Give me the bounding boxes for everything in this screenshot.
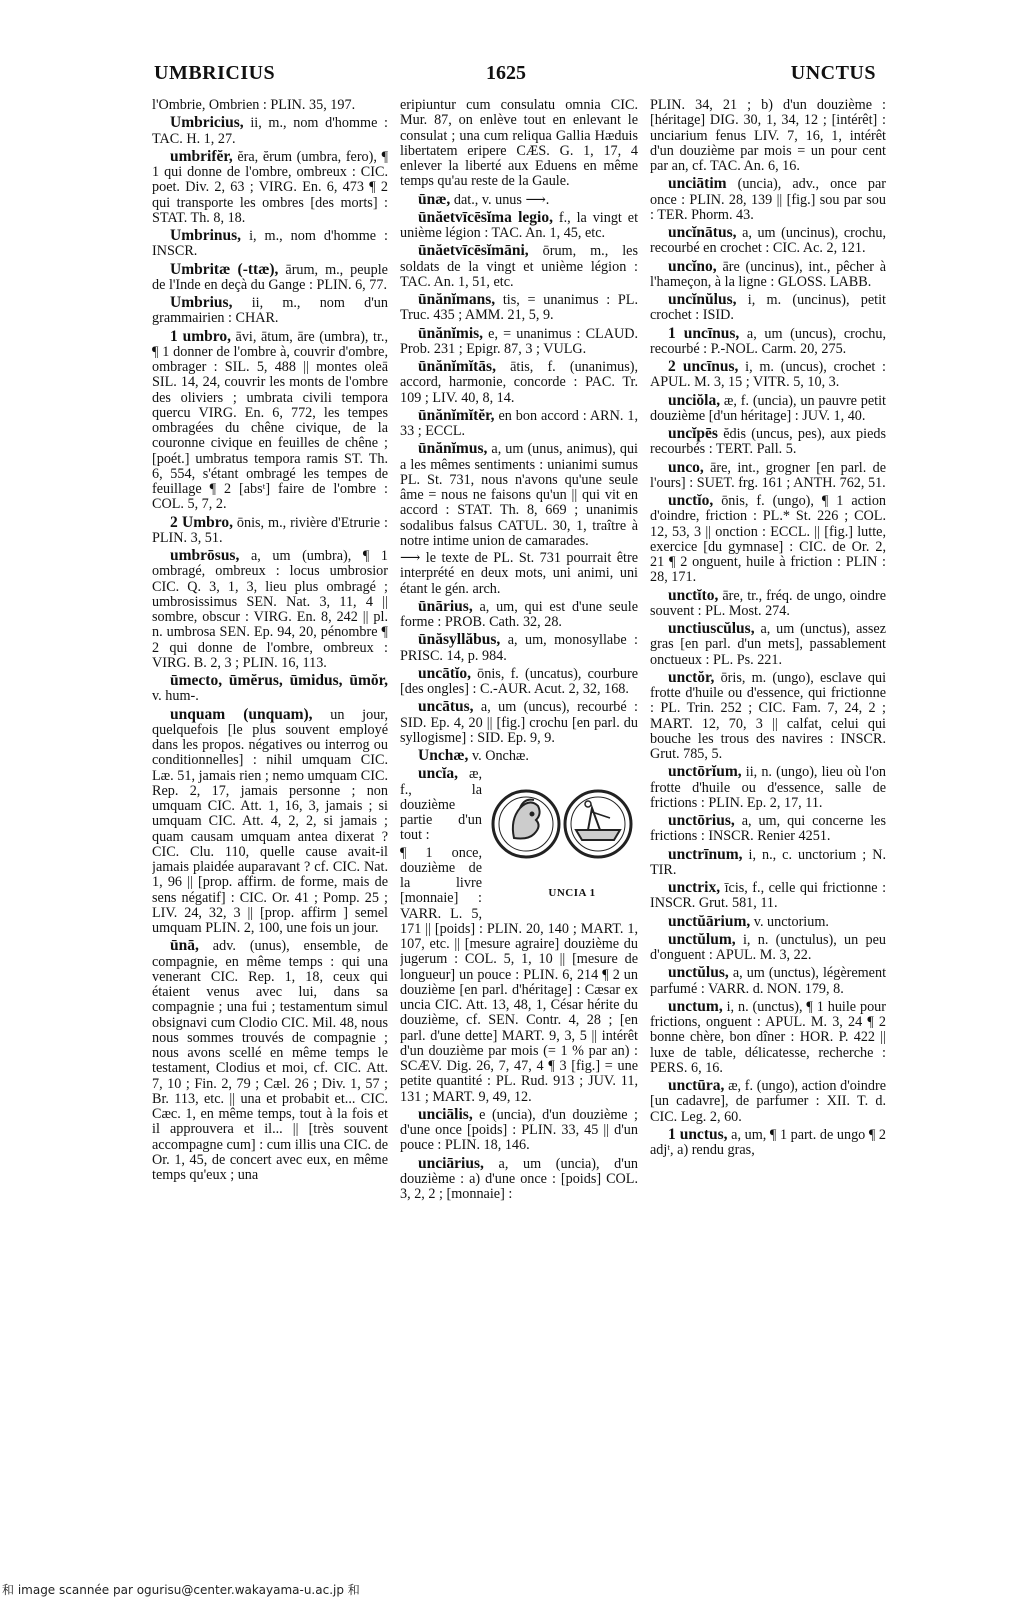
entry-headword: 1 uncīnus, (668, 324, 740, 342)
dictionary-entry (152, 673, 388, 705)
dictionary-entry (152, 115, 388, 147)
entry-headword: ūnănĭmus, (418, 440, 488, 458)
entry-headword: ūnăetvīcēsĭma legio, (418, 208, 553, 226)
entry-headword: unctŏr, (668, 668, 715, 686)
dictionary-entry (650, 965, 886, 997)
dictionary-entry (400, 326, 638, 358)
entry-definition: a, um, ¶ 1 part. de ungo ¶ 2 adjᵗ, a) rendu gras, (650, 1126, 886, 1158)
column-1 (152, 98, 388, 1568)
header-left-guideword: UMBRICIUS (154, 62, 276, 84)
dictionary-entry (400, 551, 638, 597)
entry-headword: uncĭnātus, (668, 224, 737, 241)
dictionary-entry (650, 176, 886, 223)
coin-image (488, 768, 638, 880)
entry-headword: uncĭpēs (668, 425, 718, 442)
entry-headword: uncĭa, (418, 765, 459, 783)
entry-headword: unctĭo, (668, 492, 714, 509)
entry-headword: ūnănĭmĭtās, (418, 358, 496, 375)
entry-definition: ĕdis (uncus, pes), aux pieds recourbés : TERT. Pall. 5. (650, 426, 886, 458)
dictionary-entry (400, 441, 638, 549)
entry-headword: uncĭnŭlus, (668, 291, 737, 308)
dictionary-entry (650, 426, 886, 458)
entry-headword: Umbrius, (170, 294, 233, 311)
dictionary-entry (152, 98, 388, 113)
entry-definition: a, um, qui concerne les frictions : INSCR. Renier 4251. (650, 813, 886, 845)
entry-definition: ōnis, m., rivière d'Etrurie : PLIN. 3, 51. (152, 514, 388, 546)
dictionary-entry (650, 326, 886, 358)
dictionary-entry (650, 588, 886, 620)
dictionary-entry (650, 225, 886, 257)
dictionary-entry (650, 460, 886, 492)
dictionary-entry (400, 1156, 638, 1203)
coin-reverse (565, 791, 631, 857)
entry-definition: v. Onchæ. (471, 748, 529, 764)
entry-headword: ūnăsyllăbus, (418, 631, 501, 649)
entry-headword: ūnănĭmans, (418, 291, 496, 308)
entry-definition: a, um (unus, animus), qui a les mêmes sentiments : unianimi sumus PL. St. 731, nous n'avons qu'une seule âme = nous ne faisons qu'un || qui vit en accord : STAT. Th. 8, 669 ; unanimis sodalibus falsus CATUL. 30, 1, traître à notre intime union de camarades. (400, 441, 638, 549)
entry-headword: unctrix, (668, 879, 721, 896)
dictionary-entry (400, 765, 638, 900)
entry-definition: ĕra, ĕrum (umbra, fero), ¶ 1 qui donne de l'ombre, ombreux : CIC. poet. Div. 2, 63 ; VIRG. En. 6, 473 ¶ 2 qui transporte les ombres [des morts] : STAT. Th. 8, 18. (152, 148, 388, 226)
entry-definition: ¶ 1 once, douzième de la livre [monnaie] : VARR. L. 5, 171 || [poids] : PLIN. 20, 140 ; MART. 1, 107, etc. || [mesure agraire] douzième du jugerum : COL. 5, 1, 10 || [mesure de longueur] un pouce : PLIN. 6, 214 ¶ 2 un douzième [en parl. d'héritage] : Cæsar ex uncia CIC. Att. 13, 48, 1, César hérite du douzième, cf. SEN. Contr. 4, 28 ; [en parl. d'une dette] MART. 9, 3, 5 || intérêt d'un douzième par mois (= 1 % par an) : SCÆV. Dig. 26, 7, 47, 4 ¶ 3 [fig.] = une petite quantité : PL. Rud. 913 ; JUV. 11, 131 ; MART. 9, 49, 12. (400, 844, 638, 1105)
entry-definition: i, m. (uncinus), petit crochet : ISID. (650, 292, 886, 324)
entry-definition: l'Ombrie, Ombrien : PLIN. 35, 197. (152, 98, 356, 113)
entry-headword: ūnā, (170, 937, 199, 955)
column-2 (400, 98, 638, 1568)
page-number: 1625 (486, 62, 526, 84)
entry-definition: e (uncia), d'un douzième ; d'une once [poids] : PLIN. 33, 45 || d'un pouce : PLIN. 18, 146. (400, 1106, 638, 1154)
entry-headword: 1 umbro, (170, 327, 231, 345)
entry-headword: unctŭārium, (668, 912, 751, 930)
dictionary-entry (152, 262, 388, 294)
entry-definition: i, n. (unctus), ¶ 1 huile pour frictions, onguent : APUL. M. 3, 24 ¶ 2 bonne chère, bon dîner : HOR. P. 422 || luxe de table, délicatesse, recherche : PERS. 6, 16. (650, 998, 886, 1076)
entry-definition: ii, n. (ungo), lieu où l'on frotte d'huile ou d'essence, salle de frictions : PLIN. Ep. 2, 17, 11. (650, 764, 886, 811)
dictionary-entry (400, 243, 638, 290)
coin-obverse (493, 791, 559, 857)
header-right-guideword: UNCTUS (790, 62, 876, 84)
entry-headword: ūmecto, ūmĕrus, ūmidus, ūmŏr, (170, 672, 388, 689)
entry-headword: unctūra, (668, 1077, 725, 1094)
entry-headword: ūnănĭmis, (418, 324, 484, 342)
entry-definition: ōnis, f. (ungo), ¶ 1 action d'oindre, friction : PL.* St. 226 ; COL. 12, 53, 3 || onction : ECCL. || [fig.] lutte, exercice [du gymnase] : CIC. de Or. 2, 21 ¶ 2 onguent, huile à friction : PLIN : 28, 171. (650, 493, 886, 586)
entry-headword: unctĭto, (668, 586, 719, 604)
dictionary-entry (400, 699, 638, 746)
entry-definition: dat., v. unus ⟶. (453, 191, 550, 208)
entry-definition: ii, m., nom d'homme : TAC. H. 1, 27. (152, 115, 388, 147)
dictionary-entry (152, 515, 388, 547)
dictionary-entry (650, 813, 886, 845)
dictionary-entry (152, 548, 388, 671)
entry-headword: unctōrĭum, (668, 763, 742, 781)
dictionary-entry (650, 999, 886, 1076)
entry-definition: īcis, f., celle qui frictionne : INSCR. Grut. 581, 11. (650, 880, 886, 912)
dictionary-entry (152, 295, 388, 327)
dictionary-entry (152, 938, 388, 1183)
dictionary-entry (152, 149, 388, 226)
entry-headword: Unchæ, (418, 747, 469, 764)
entry-definition: a, um (unctus), légèrement parfumé : VARR. d. NON. 179, 8. (650, 965, 886, 997)
entry-definition: (uncia), adv., once par once : PLIN. 28, 139 || [fig.] sou par sou : TER. Phorm. 43. (650, 176, 886, 223)
entry-headword: unctŭlus, (668, 964, 729, 982)
dictionary-entry (650, 932, 886, 964)
dictionary-entry (400, 632, 638, 664)
dictionary-entry (400, 359, 638, 406)
column-3 (650, 98, 886, 1568)
dictionary-entry (650, 670, 886, 763)
entry-definition: æ, f. (ungo), action d'oindre [un cadavre], de parfumer : XII. T. d. CIC. Leg. 2, 60. (650, 1078, 886, 1125)
entry-headword: unctŭlum, (668, 930, 736, 948)
entry-headword: 1 unctus, (668, 1125, 728, 1143)
coin-caption: UNCIA 1 (548, 887, 596, 900)
entry-headword: Umbritæ (-ttæ), (170, 260, 279, 278)
entry-definition: a, um (umbra), ¶ 1 ombragé, ombreux : locus umbrosior CIC. Q. 3, 1, 3, lieu plus ombragé ; umbrosissimus SEN. Nat. 3, 11, 4 || sombre, obscur : VIRG. En. 8, 242 || pl. n. umbrosa SEN. Ep. 94, 20, pénombre ¶ 2 qui donne de l'ombre, ombreux : VIRG. B. 2, 3 ; PLIN. 16, 113. (152, 548, 388, 671)
entry-headword: 2 Umbro, (170, 513, 233, 531)
entry-definition: ātis, f. (unanimus), accord, harmonie, concorde : PAC. Tr. 109 ; LIV. 40, 8, 14. (400, 359, 638, 406)
dictionary-entry (650, 98, 886, 174)
entry-headword: umbrōsus, (170, 547, 240, 564)
entry-definition: ōnis, f. (uncatus), courbure [des ongles] : C.-AUR. Acut. 2, 32, 168. (400, 665, 638, 697)
dictionary-entry (400, 666, 638, 698)
entry-definition: adv. (unus), ensemble, de compagnie, en même temps : qui una venerant CIC. Rep. 1, 18, ceux qui étaient venus avec lui, dans sa compagnie ; una fui ; testamentum simul obsignavi cum Clodio CIC. Mil. 48, nous nous sommes trouvés de compagnie ; nous avons scellé en même temps le testament, Clodius et moi, cf. CIC. Att. 7, 10 ; Fin. 2, 79 ; Cæl. 26 ; Div. 1, 57 ; Br. 113, etc. || una et probabit et... CIC. Cæc. 1, en même temps, tout à la fois et il approuvera et il... || [très souvent accompagne cum] : cum illis una CIC. de Or. 1, 45, de concert avec eux, en même temps qu'eux ; una (152, 938, 388, 1183)
entry-headword: ūnăetvīcēsĭmāni, (418, 242, 529, 260)
entry-definition: ōris, m. (ungo), esclave qui frotte d'huile ou d'essence, qui frictionne : PL. Trin. 252 ; CIC. Fam. 7, 24, 2 ; MART. 12, 70, 3 || calfat, celui qui bouche les trous des navires : INSCR. Grut. 785, 5. (650, 669, 886, 762)
dictionary-entry (650, 493, 886, 586)
entry-headword: unciālis, (418, 1105, 473, 1123)
entry-definition: i, n., c. unctorium ; N. TIR. (650, 846, 886, 878)
entry-definition: ii, m., nom d'un grammairien : CHAR. (152, 295, 388, 327)
dictionary-entry (650, 259, 886, 291)
entry-definition: eripiuntur cum consulatu omnia CIC. Mur. 87, on enlève tout en enlevant le consulat ; una cum reliqua Gallia Hæduis libertatem eripere CÆS. G. 1, 17, 4 enlever la liberté aux Eduens en même temps qu'au reste de la Gaule. (400, 98, 638, 190)
dictionary-entry (152, 228, 388, 260)
uncia-coin-figure (488, 768, 638, 906)
entry-definition: a, um (unctus), assez gras [en parl. d'un mets], passablement onctueux : PL. Ps. 221. (650, 621, 886, 668)
entry-headword: unco, (668, 458, 704, 476)
entry-headword: ūnæ, (418, 190, 451, 208)
entry-headword: ūnārius, (418, 597, 473, 615)
dictionary-entry (152, 329, 388, 513)
entry-headword: unciŏla, (668, 391, 721, 409)
dictionary-entry (400, 748, 638, 764)
entry-headword: ūnănĭmĭtĕr, (418, 406, 495, 424)
dictionary-entry (650, 914, 886, 930)
entry-definition: tis, = unanimus : PL. Truc. 435 ; AMM. 21, 5, 9. (400, 292, 638, 324)
entry-definition: i, m. (uncus), crochet : APUL. M. 3, 15 ; VITR. 5, 10, 3. (650, 359, 886, 391)
entry-headword: Umbricius, (170, 114, 244, 132)
entry-definition: v. hum-. (152, 688, 199, 705)
entry-headword: uncĭno, (668, 257, 717, 275)
entry-definition: āre, int., grogner [en parl. de l'ours] : SUET. frg. 161 ; ANTH. 762, 51. (650, 459, 886, 491)
entry-headword: 2 uncīnus, (668, 358, 739, 375)
entry-definition: i, m., nom d'homme : INSCR. (152, 228, 388, 260)
entry-definition: PLIN. 34, 21 ; b) d'un douzième : [héritage] DIG. 30, 1, 34, 12 ; [intérêt] : unciarium fenus LIV. 7, 16, 1, intérêt d'un douzième par mois = un pour cent par an, cf. TAC. An. 6, 16. (650, 98, 886, 174)
entry-definition: a, um (uncia), d'un douzième : a) d'une once : [poids] COL. 3, 2, 2 ; [monnaie] : (400, 1155, 638, 1202)
entry-definition: āre, tr., fréq. de ungo, oindre souvent : PL. Most. 274. (650, 587, 886, 619)
dictionary-entry (400, 210, 638, 242)
entry-definition: āvi, ātum, āre (umbra), tr., ¶ 1 donner de l'ombre à, couvrir d'ombre, ombrager : SIL. 5, 488 || montes oleā SIL. 14, 24, couvrir les monts de l'ombre des oliviers ; umbrata civili tempora quercu VIRG. En. 6, 772, les tempes ombragées du chêne civique, de la couronne civique en feuilles de chêne ; [poét.] umbratus tempora ramis ST. Th. 6, 554, s'étant ombragé les tempes de feuillage ¶ 2 [absᵗ] faire de l'ombre : COL. 5, 7, 2. (152, 328, 388, 513)
dictionary-entry (400, 408, 638, 440)
entry-definition: e, = unanimus : CLAUD. Prob. 231 ; Epigr. 87, 3 ; VULG. (400, 325, 638, 357)
dictionary-entry (650, 292, 886, 324)
entry-headword: unquam (unquam), (170, 705, 313, 723)
page-header (146, 62, 876, 92)
entry-headword: umbrifĕr, (170, 147, 233, 165)
dictionary-entry (152, 707, 388, 937)
entry-definition: ārum, m., peuple de l'Inde en deçà du Gange : PLIN. 6, 77. (152, 261, 388, 293)
entry-headword: unctrīnum, (668, 845, 743, 863)
entry-definition: en bon accord : ARN. 1, 33 ; ECCL. (400, 407, 638, 439)
entry-definition: v. unctorium. (753, 913, 829, 930)
entry-headword: unctiuscŭlus, (668, 620, 755, 637)
dictionary-entry (400, 292, 638, 324)
dictionary-entry (650, 880, 886, 912)
dictionary-entry (650, 1127, 886, 1159)
entry-definition: un jour, quelquefois [le plus souvent employé dans les propos. négatives ou interrog ou conditionnelles] : nihil umquam CIC. Læ. 51, jamais rien ; nemo umquam CIC. Rep. 2, 17, jamais personne ; non umquam CIC. Att. 1, 16, 3, jamais ; si umquam CIC. Att. 4, 2, 2, si jamais ; quam causam umquam antea dixerat ? CIC. Clu. 110, quelle cause avait-il jamais plaidée auparavant ? cf. CIC. Nat. 1, 96 || [prop. affirm. de forme, mais de sens négatif] : CIC. Or. 41 ; Pomp. 25 ; LIV. 24, 32, 3 || [prop. affirm ] semel umquam PLIN. 2, 100, une fois un jour. (152, 706, 388, 936)
dictionary-entry (400, 98, 638, 190)
entry-definition: a, um (uncus), recourbé : SID. Ep. 4, 20 || [fig.] crochu [en parl. du syllogisme] : SID. Ep. 9, 9. (400, 699, 638, 746)
entry-definition: i, n. (unctulus), un peu d'onguent : APUL. M. 3, 22. (650, 931, 886, 963)
entry-headword: uncātĭo, (418, 664, 471, 682)
entry-headword: unciārius, (418, 1154, 484, 1172)
entry-definition: a, um (uncus), crochu, recourbé : P.-NOL. Carm. 20, 275. (650, 325, 886, 357)
entry-headword: unciātim (668, 175, 727, 193)
entry-headword: unctum, (668, 997, 723, 1015)
entry-definition: a, um (uncinus), crochu, recourbé en crochet : CIC. Ac. 2, 121. (650, 225, 886, 257)
scan-credit-footer: 和 image scannée par ogurisu@center.wakayama-u.ac.jp 和 (2, 1583, 360, 1597)
entry-definition: a, um, qui est d'une seule forme : PROB. Cath. 32, 28. (400, 598, 638, 630)
entry-headword: Umbrinus, (170, 227, 242, 244)
entry-definition: āre (uncinus), int., pêcher à l'hameçon, à la ligne : GLOSS. LABB. (650, 258, 886, 290)
dictionary-entry (650, 847, 886, 879)
dictionary-entry (650, 359, 886, 391)
entry-definition: f., la vingt et unième légion : TAC. An. 1, 45, etc. (400, 209, 638, 241)
entry-definition: æ, f. (uncia), un pauvre petit douzième [d'un héritage] : JUV. 1, 40. (650, 392, 886, 424)
dictionary-entry (400, 192, 638, 208)
entry-headword: uncātus, (418, 698, 474, 716)
dictionary-entry (650, 764, 886, 811)
dictionary-entry (650, 393, 886, 425)
dictionary-entry (650, 1078, 886, 1125)
entry-definition: ōrum, m., les soldats de la vingt et unième légion : TAC. An. 1, 51, etc. (400, 243, 638, 290)
entry-definition: æ, f., la douzième partie d'un tout : (400, 766, 482, 844)
dictionary-entry (400, 1107, 638, 1154)
entry-definition: a, um, monosyllabe : PRISC. 14, p. 984. (400, 632, 638, 664)
entry-headword: unctōrius, (668, 812, 735, 829)
dictionary-entry (400, 599, 638, 631)
entry-definition: ⟶ le texte de PL. St. 731 pourrait être interprété en deux mots, uni animi, uni étant le gén. arch. (400, 550, 638, 597)
dictionary-entry (650, 621, 886, 668)
